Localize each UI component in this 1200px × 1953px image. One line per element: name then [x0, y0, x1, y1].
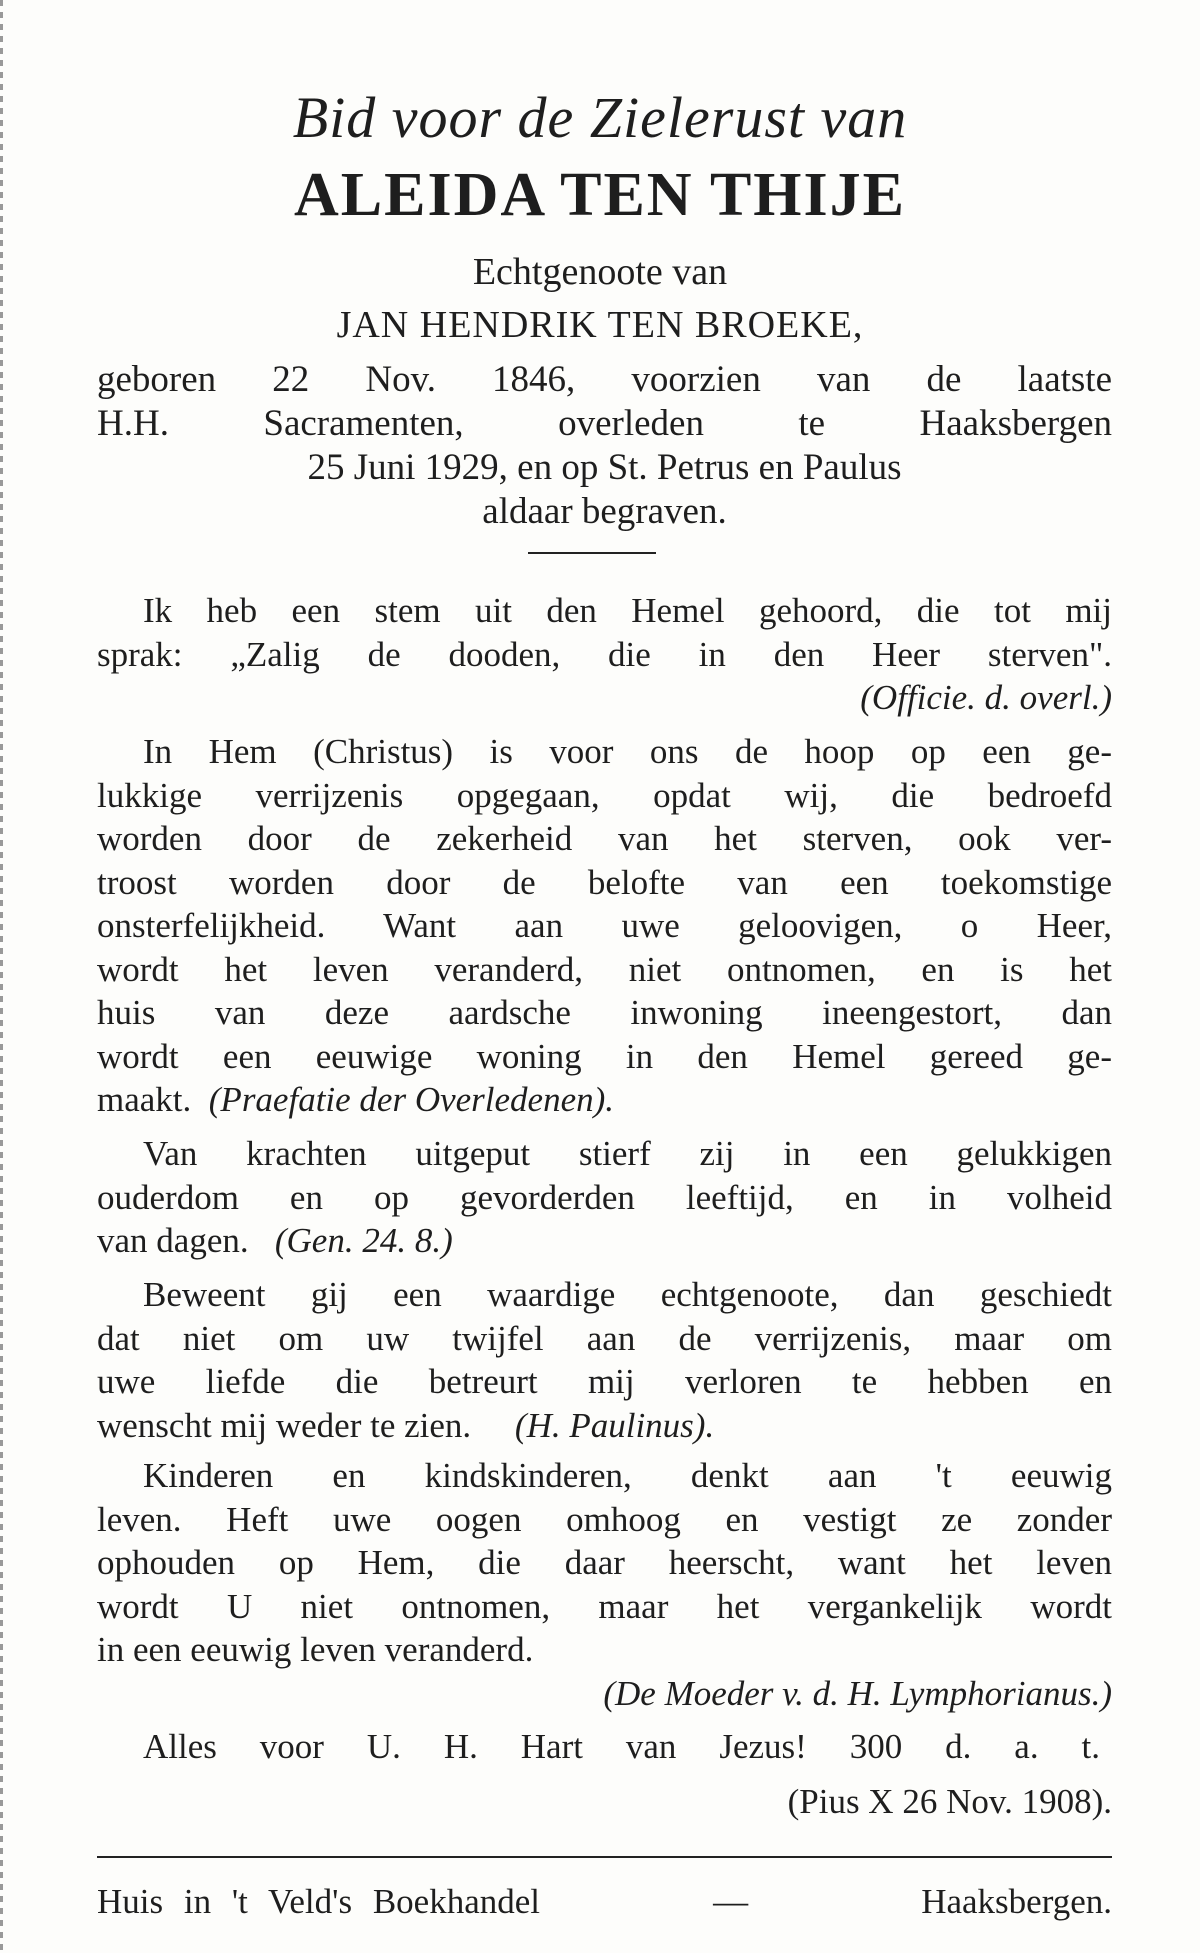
- text-line: leven. Heft uwe oogen omhoog en vestigt ze zonder: [97, 1499, 1112, 1539]
- indulgence: [97, 1725, 1112, 1769]
- footer-dash: —: [713, 1882, 749, 1921]
- text-line: onsterfelijkheid. Want aan uwe geloovigen, o Heer,: [97, 906, 1112, 945]
- divider: [528, 552, 656, 554]
- bio-line: 25 Juni 1929, en op St. Petrus en Paulus: [307, 447, 902, 488]
- spouse-label: Echtgenoote van: [472, 251, 728, 293]
- text-line: Beweent gij een waardige echtgenoote, dan geschiedt: [143, 1275, 1112, 1314]
- text-line: Kinderen en kindskinderen, denkt aan 't eeuwig: [143, 1456, 1112, 1495]
- text-line: worden door de zekerheid van het sterven, ook ver-: [97, 819, 1112, 858]
- bio-line: geboren 22 Nov. 1846, voorzien van de laatste: [97, 359, 1112, 400]
- indulgence-text: Alles voor U. H. Hart van Jezus! 300 d. a. t.: [143, 1727, 1100, 1766]
- text-line: uwe liefde die betreurt mij verloren te hebben en: [97, 1362, 1112, 1401]
- printer-location: Haaksbergen.: [921, 1882, 1112, 1921]
- text-line: Van krachten uitgeput stierf zij in een gelukkigen: [143, 1134, 1112, 1173]
- paragraph-5: [97, 1454, 1112, 1715]
- text-line: Ik heb een stem uit den Hemel gehoord, die tot mij: [143, 591, 1112, 630]
- text-line: wordt een eeuwige woning in den Hemel gereed ge-: [97, 1036, 1112, 1076]
- citation: (De Moeder v. d. H. Lymphorianus.): [603, 1673, 1112, 1713]
- paragraph-3: [97, 1132, 1112, 1263]
- citation: (Gen. 24. 8.): [274, 1221, 453, 1260]
- text-line: troost worden door de belofte van een toekomstige: [97, 862, 1112, 902]
- citation: (H. Paulinus).: [514, 1405, 715, 1445]
- indulgence-source: (Pius X 26 Nov. 1908).: [787, 1782, 1112, 1821]
- spouse-name: JAN HENDRIK TEN BROEKE,: [336, 304, 864, 346]
- footer-divider: [97, 1856, 1112, 1858]
- printer-name: Huis in 't Veld's Boekhandel: [97, 1882, 540, 1921]
- prayer-heading: Bid voor de Zielerust van: [292, 85, 908, 150]
- text-line: wenscht mij weder te zien.: [97, 1405, 472, 1445]
- text-line: in een eeuwig leven veranderd.: [97, 1630, 534, 1669]
- bio-line: aldaar begraven.: [482, 491, 727, 532]
- citation: (Officie. d. overl.): [860, 678, 1112, 717]
- text-line: wordt U niet ontnomen, maar het vergankelijk wordt: [97, 1586, 1112, 1626]
- text-line: maakt.: [97, 1080, 192, 1119]
- text-line: huis van deze aardsche inwoning ineengestort, dan: [97, 993, 1112, 1032]
- paragraph-4: [97, 1273, 1112, 1447]
- text-line: In Hem (Christus) is voor ons de hoop op een ge-: [143, 732, 1112, 771]
- citation: (Praefatie der Overledenen).: [208, 1080, 615, 1119]
- text-line: dat niet om uw twijfel aan de verrijzenis, maar om: [97, 1318, 1112, 1358]
- bio-line: H.H. Sacramenten, overleden te Haaksbergen: [97, 403, 1112, 444]
- text-line: ophouden op Hem, die daar heerscht, want het leven: [97, 1543, 1112, 1582]
- paragraph-2: [97, 730, 1112, 1122]
- text-line: ouderdom en op gevorderden leeftijd, en in volheid: [97, 1177, 1112, 1217]
- biography: [97, 358, 1112, 534]
- indulgence-source-wrap: [97, 1780, 1112, 1824]
- text-line: lukkige verrijzenis opgegaan, opdat wij, die bedroefd: [97, 775, 1112, 815]
- text-line: van dagen.: [97, 1221, 249, 1260]
- deceased-name: ALEIDA TEN THIJE: [293, 161, 907, 229]
- paragraph-1: [97, 589, 1112, 720]
- text-line: sprak: „Zalig de dooden, die in den Heer sterven".: [97, 634, 1112, 674]
- text-line: wordt het leven veranderd, niet ontnomen, en is het: [97, 949, 1112, 989]
- footer: [97, 1880, 1112, 1924]
